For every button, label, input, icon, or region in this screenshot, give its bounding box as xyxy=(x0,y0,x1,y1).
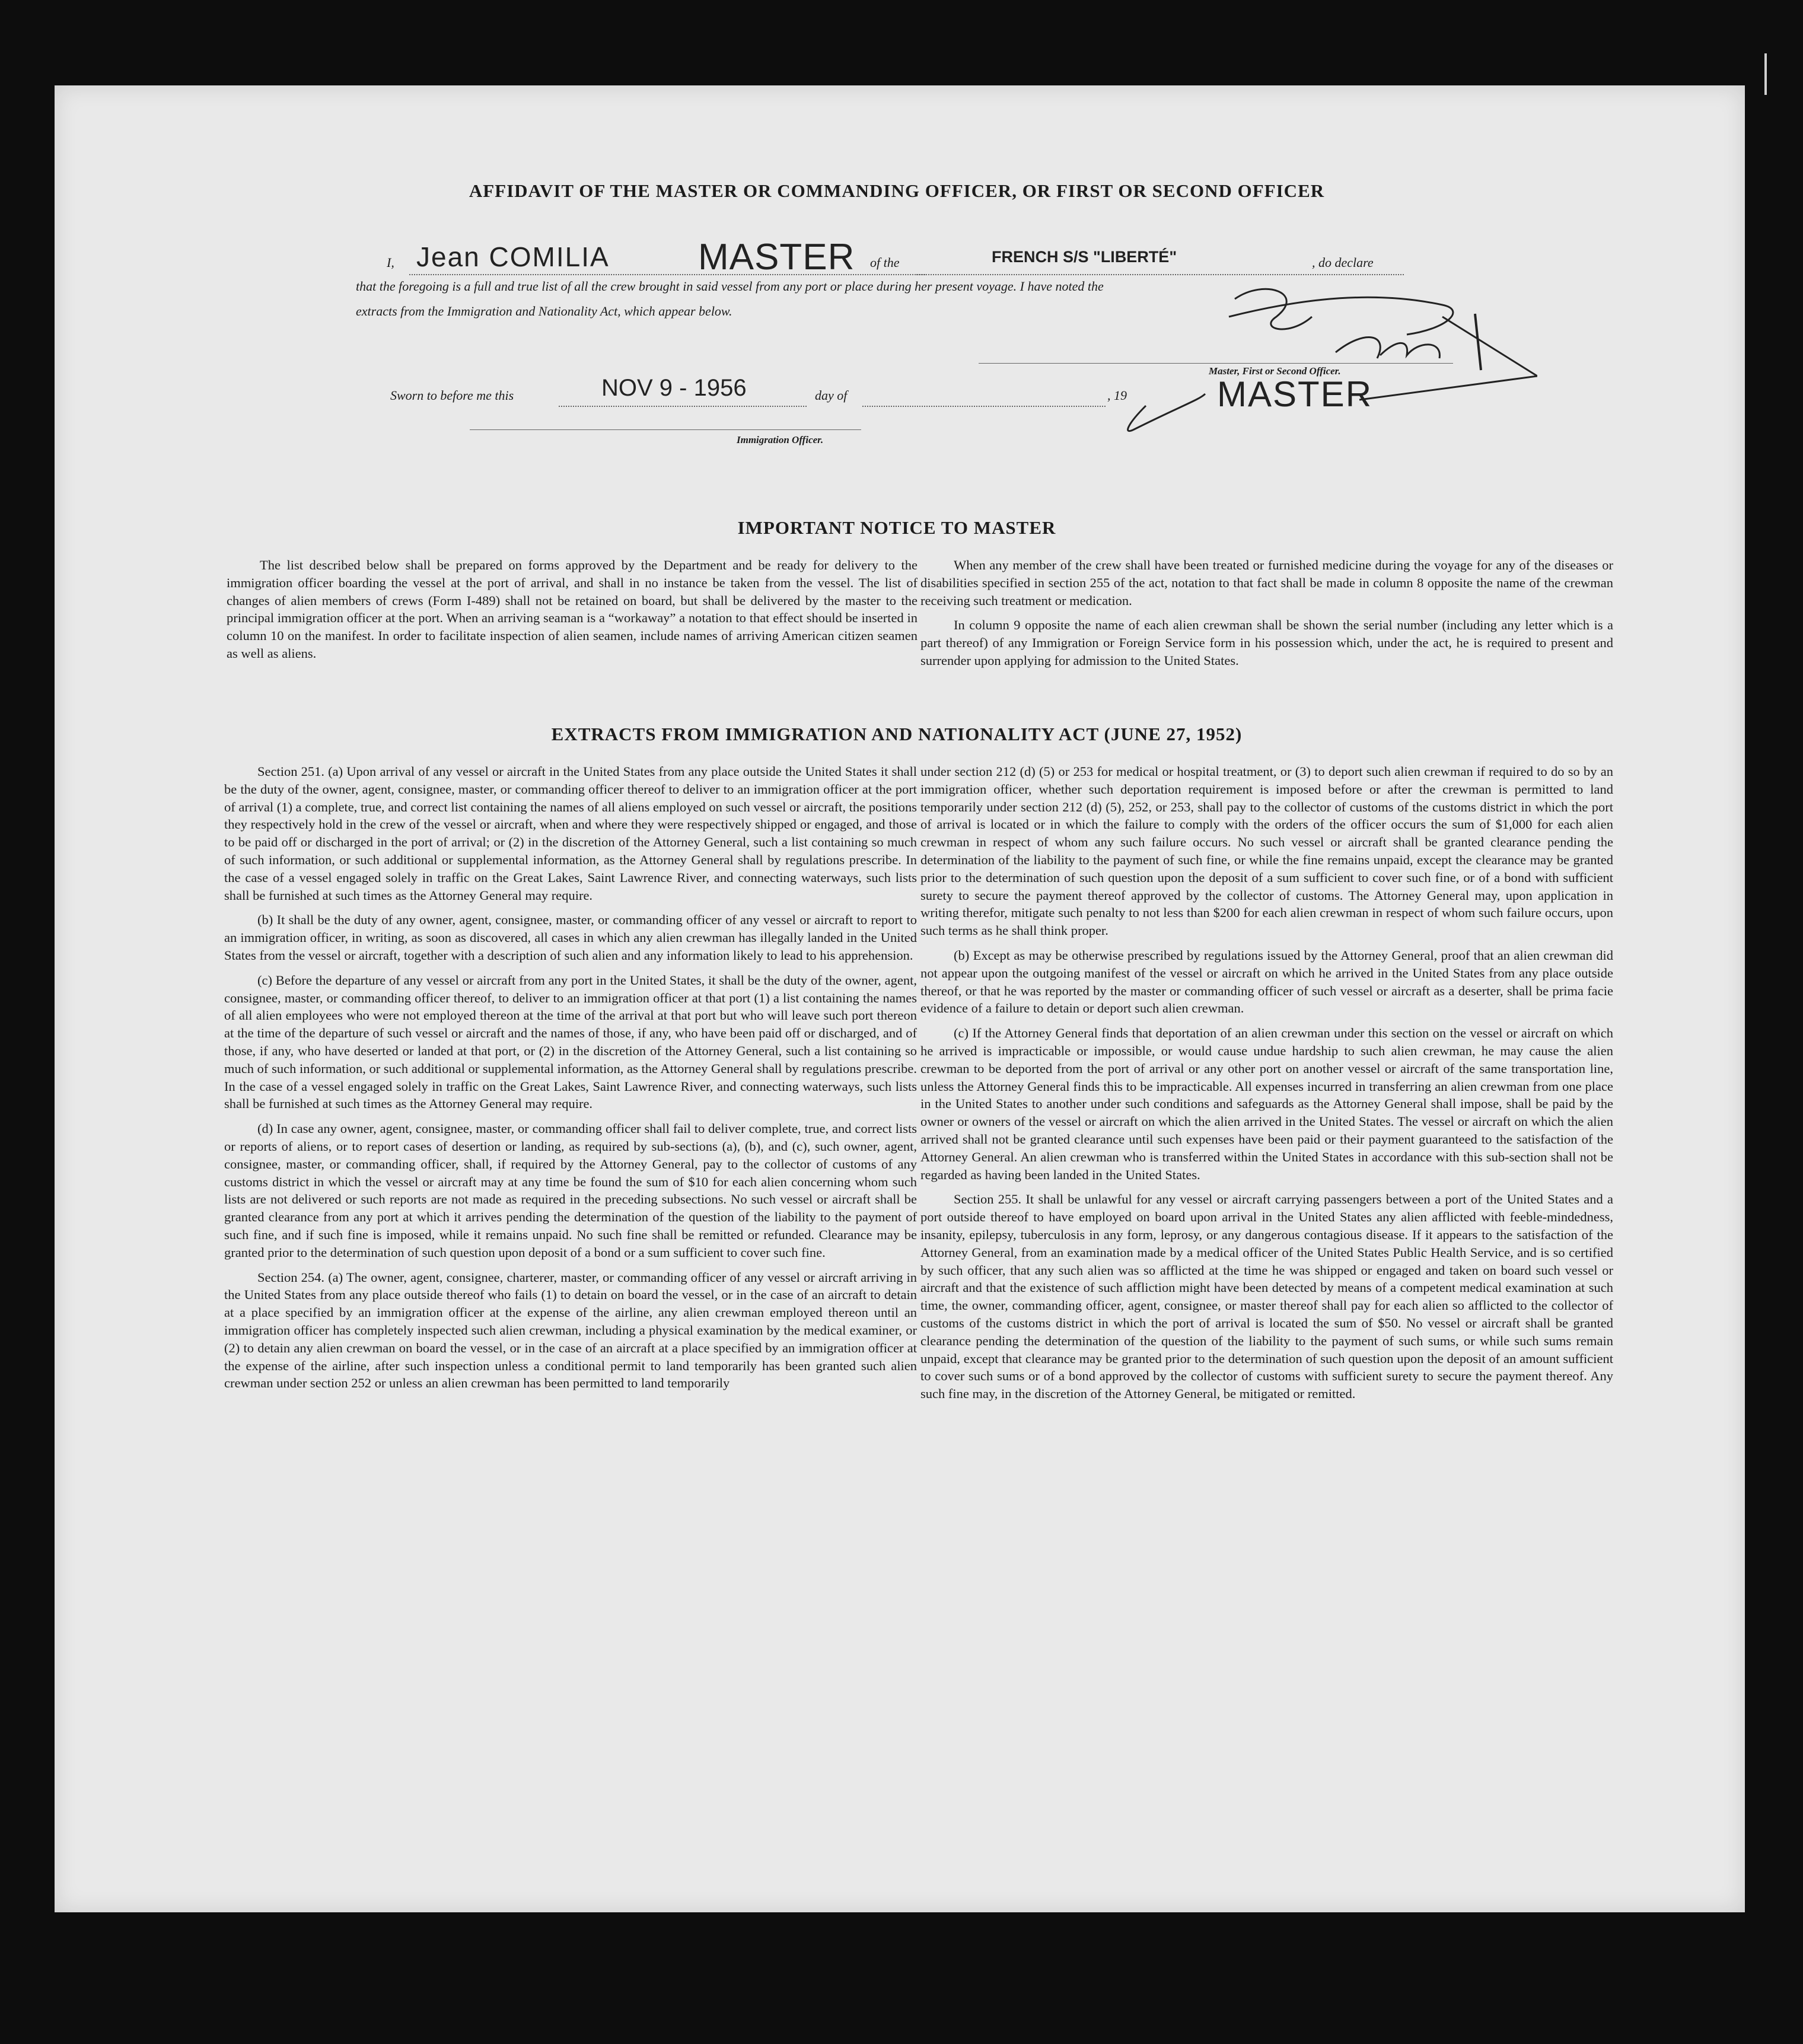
notice-right-paragraph-1: When any member of the crew shall have been treated or furnished medicine during the voyage for any of the diseases or disabilities specified in section 255 of the act, notation to that fact shall be made in column 8 opposite the name of the crewman receiving such treatment or medication. xyxy=(920,558,1613,608)
of-the-label: of the xyxy=(870,255,900,270)
section-254-a: Section 254. (a) The owner, agent, consignee, charterer, master, or commanding officer of any vessel or aircraft arriving in the United States from any place outside thereof who fails (1) to detain on board the vessel, or in the case of an aircraft to detain at a place specified by an immigration officer at the expense of the airline, any alien crewman employed thereon until an immigration officer has completely inspected such alien crewman, including a physical examination by the medical examiner, or (2) to detain any alien crewman on board the vessel, or in the case of an aircraft at a place specified by an immigration officer at the expense of the airline, after such inspection unless a conditional permit to land temporarily has been granted such alien crewman under section 252 or unless an alien crewman has been permitted to land temporarily xyxy=(224,1269,917,1391)
officer-underline xyxy=(470,429,861,430)
month-underline xyxy=(862,406,1106,407)
vessel-underline xyxy=(915,274,1404,275)
document-page xyxy=(55,85,1745,1912)
extracts-left-column xyxy=(224,763,917,1399)
section-255: Section 255. It shall be unlawful for any vessel or aircraft carrying passengers between a port of the United States and a port outside thereof to have employed on board upon arrival in the United States any alien afflicted with feeble-mindedness, insanity, epilepsy, tuberculosis in any form, leprosy, or any dangerous contagious disease. If it appears to the satisfaction of the Attorney General, from an examination made by a medical officer of the United States Public Health Service, and is so certified by such officer, that any such alien was so afflicted at the time he was shipped or engaged and taken on board such vessel or aircraft and that the existence of such affliction might have been detected by means of a competent medical examination at such time, the owner, commanding officer, agent, consignee, or master thereof shall pay for each alien so afflicted to the collector of customs of the customs district in which the port of arrival is located the sum of $50. No vessel or aircraft shall be granted clearance pending the determination of the question of the liability to the payment of such sums, or while such sums remain unpaid, except that clearance may be granted prior to the determination of such question upon the deposit of an amount sufficient to cover such sums or of a bond approved by the collector of customs with sufficient surety to secure the payment thereof. Any such fine may, in the discretion of the Attorney General, be mitigated or remitted. xyxy=(920,1192,1613,1402)
section-254-c: (c) If the Attorney General finds that deportation of an alien crewman under this section on the vessel or aircraft on which he arrived is impracticable or impossible, or would cause undue hardship to such alien crewman, he may cause the alien crewman to be deported from the port of arrival or any other port on another vessel or aircraft of the same transportation line, unless the Attorney General finds this to be impracticable. All expenses incurred in transferring an alien crewman from one place in the United States to another under such conditions and safeguards as the Attorney General shall impose, shall be paid by the owner or owners of the vessel or aircraft on which the alien arrived in the United States. The vessel or aircraft on which the alien arrived shall not be granted clearance until such expenses have been paid or their payment guaranteed to the satisfaction of the Attorney General. An alien crewman who is transferred within the United States in accordance with this sub-section shall not be regarded as having been landed in the United States. xyxy=(920,1026,1613,1182)
i-label: I, xyxy=(387,255,394,270)
notice-left-column xyxy=(227,556,918,670)
declaration-line-1: that the foregoing is a full and true list of all the crew brought in said vessel from any port or place during her present voyage. I have noted the xyxy=(356,279,1104,294)
affidavit-title: AFFIDAVIT OF THE MASTER OR COMMANDING OFFICER, OR FIRST OR SECOND OFFICER xyxy=(469,180,1325,201)
notice-right-column xyxy=(920,556,1613,677)
sworn-date-underline xyxy=(559,406,807,407)
notice-left-paragraph: The list described below shall be prepared on forms approved by the Department and be ready for delivery to the immigration officer boarding the vessel at the port of arrival, and shall in no instance be taken from the vessel. The list of changes of alien members of crews (Form I-489) shall not be retained on board, but shall be delivered by the master to the principal immigration officer at the port. When an arriving seaman is a “workaway” a notation to that effect should be inserted in column 10 on the manifest. In order to facilitate inspection of alien seamen, include names of arriving American citizen seamen as well as aliens. xyxy=(227,558,918,661)
sworn-date-stamp: NOV 9 - 1956 xyxy=(601,375,747,401)
officer-caption: Immigration Officer. xyxy=(737,434,824,445)
signature-caption: Master, First or Second Officer. xyxy=(1209,365,1341,377)
signature-underline xyxy=(979,363,1453,364)
year-prefix-label: , 19 xyxy=(1107,388,1127,403)
declaration-line-2: extracts from the Immigration and Nationality Act, which appear below. xyxy=(356,304,732,319)
section-254-a-continued: under section 212 (d) (5) or 253 for medical or hospital treatment, or (3) to deport such alien crewman if required to do so by an immigration officer, whether such deportation requirement is imposed before or after the crewman is permitted to land temporarily under section 212 (d) (5), 252, or 253, shall pay to the collector of customs of the customs district in which the port of arrival is located or in which the failure to comply with the orders of the officer occurs the sum of $1,000 for each alien crewman in respect of whom any such failure occurs. No such vessel or aircraft shall be granted clearance pending the determination of the liability to the payment of such fine, or while the fine remains unpaid, except the clearance may be granted prior to the determination of such question upon the deposit of a sum sufficient to cover such fine, or of a bond with sufficient surety to secure the payment thereof approved by the collector of customs. The Attorney General may, upon application in writing therefor, mitigate such penalty to not less than $200 for each alien crewman in respect of whom such failure occurs, upon such terms as he shall think proper. xyxy=(920,764,1613,938)
crew-name-handwritten: Jean COMILIA xyxy=(416,241,610,272)
notice-heading: IMPORTANT NOTICE TO MASTER xyxy=(737,517,1056,538)
section-254-b: (b) Except as may be otherwise prescribed by regulations issued by the Attorney General, proof that an alien crewman did not appear upon the outgoing manifest of the vessel or aircraft on which he arrived in the United States from any place outside thereof, or that he was reported by the master or commanding officer of such vessel or aircraft as a deserter, shall be prima facie evidence of a failure to detain or deport such alien crewman. xyxy=(920,947,1613,1016)
rank-stamp: MASTER xyxy=(698,237,855,278)
vessel-name-stamp: FRENCH S/S "LIBERTÉ" xyxy=(992,248,1177,266)
signature-stamp: MASTER xyxy=(1217,374,1373,414)
section-251-b: (b) It shall be the duty of any owner, agent, consignee, master, or commanding officer of any vessel or aircraft to report to an immigration officer, in writing, as soon as discovered, all cases in which any alien crewman has illegally landed in the United States from the vessel or aircraft, together with a description of such alien and any information likely to lead to his apprehension. xyxy=(224,912,917,963)
section-251-d: (d) In case any owner, agent, consignee, master, or commanding officer shall fail to deliver complete, true, and correct lists or reports of aliens, or to report cases of desertion or landing, as required by sub-sections (a), (b), and (c), such owner, agent, consignee, master, or commanding officer, shall, if required by the Attorney General, pay to the collector of customs of any customs district in which the vessel or aircraft may at any time be found the sum of $10 for each alien concerning whom such lists are not delivered or such reports are not made as required in the preceding subsections. No such vessel or aircraft shall be granted clearance from any port at which it arrives pending the determination of the question of the liability to the payment of such fine, and if such fine is imposed, while it remains unpaid. No such fine shall be remitted or refunded. Clearance may be granted prior to the determination of such question upon deposit of a bond or a sum sufficient to cover such fine. xyxy=(224,1121,917,1260)
do-declare-label: , do declare xyxy=(1312,255,1374,270)
extracts-heading: EXTRACTS FROM IMMIGRATION AND NATIONALITY ACT (JUNE 27, 1952) xyxy=(551,724,1243,744)
extracts-right-column xyxy=(920,763,1613,1410)
day-of-label: day of xyxy=(815,388,848,403)
section-251-c: (c) Before the departure of any vessel or aircraft from any port in the United States, it shall be the duty of the owner, agent, consignee, master, or commanding officer thereof, to deliver to an immigration officer at that port (1) a list containing the names of all alien employees who were not employed thereon at the time of the arrival at that port but who will leave such port thereon at the time of the departure of such vessel or aircraft and the names of those, if any, who have been paid off or discharged, and of those, if any, who have deserted or landed at that port, or (2) in the discretion of the Attorney General, such a list containing so much of such information, or such additional or supplemental information, as the Attorney General shall by regulations prescribe. In the case of a vessel engaged solely in traffic on the Great Lakes, Saint Lawrence River, and connecting waterways, such lists shall be furnished at such times as the Attorney General may require. xyxy=(224,972,917,1112)
notice-right-paragraph-2: In column 9 opposite the name of each alien crewman shall be shown the serial number (including any letter which is a part thereof) of any Immigration or Foreign Service form in his possession which, under the act, he is required to present and surrender upon applying for admission to the United States. xyxy=(920,617,1613,668)
section-251-a: Section 251. (a) Upon arrival of any vessel or aircraft in the United States from any place outside the United States it shall be the duty of the owner, agent, consignee, master, or commanding officer thereof to deliver to an immigration officer at the port of arrival (1) a complete, true, and correct list containing the names of all aliens employed on such vessel or aircraft, the positions they respectively hold in the crew of the vessel or aircraft, when and where they were respectively shipped or engaged, and those to be paid off or discharged in the port of arrival; or (2) in the discretion of the Attorney General, such a list containing so much of such information, or such additional or supplemental information, as the Attorney General shall by regulations prescribe. In the case of a vessel engaged solely in traffic on the Great Lakes, Saint Lawrence River, and connecting waterways, such lists shall be furnished at such times as the Attorney General may require. xyxy=(224,764,917,903)
scan-edge-mark xyxy=(1764,53,1767,95)
sworn-label: Sworn to before me this xyxy=(390,388,514,403)
